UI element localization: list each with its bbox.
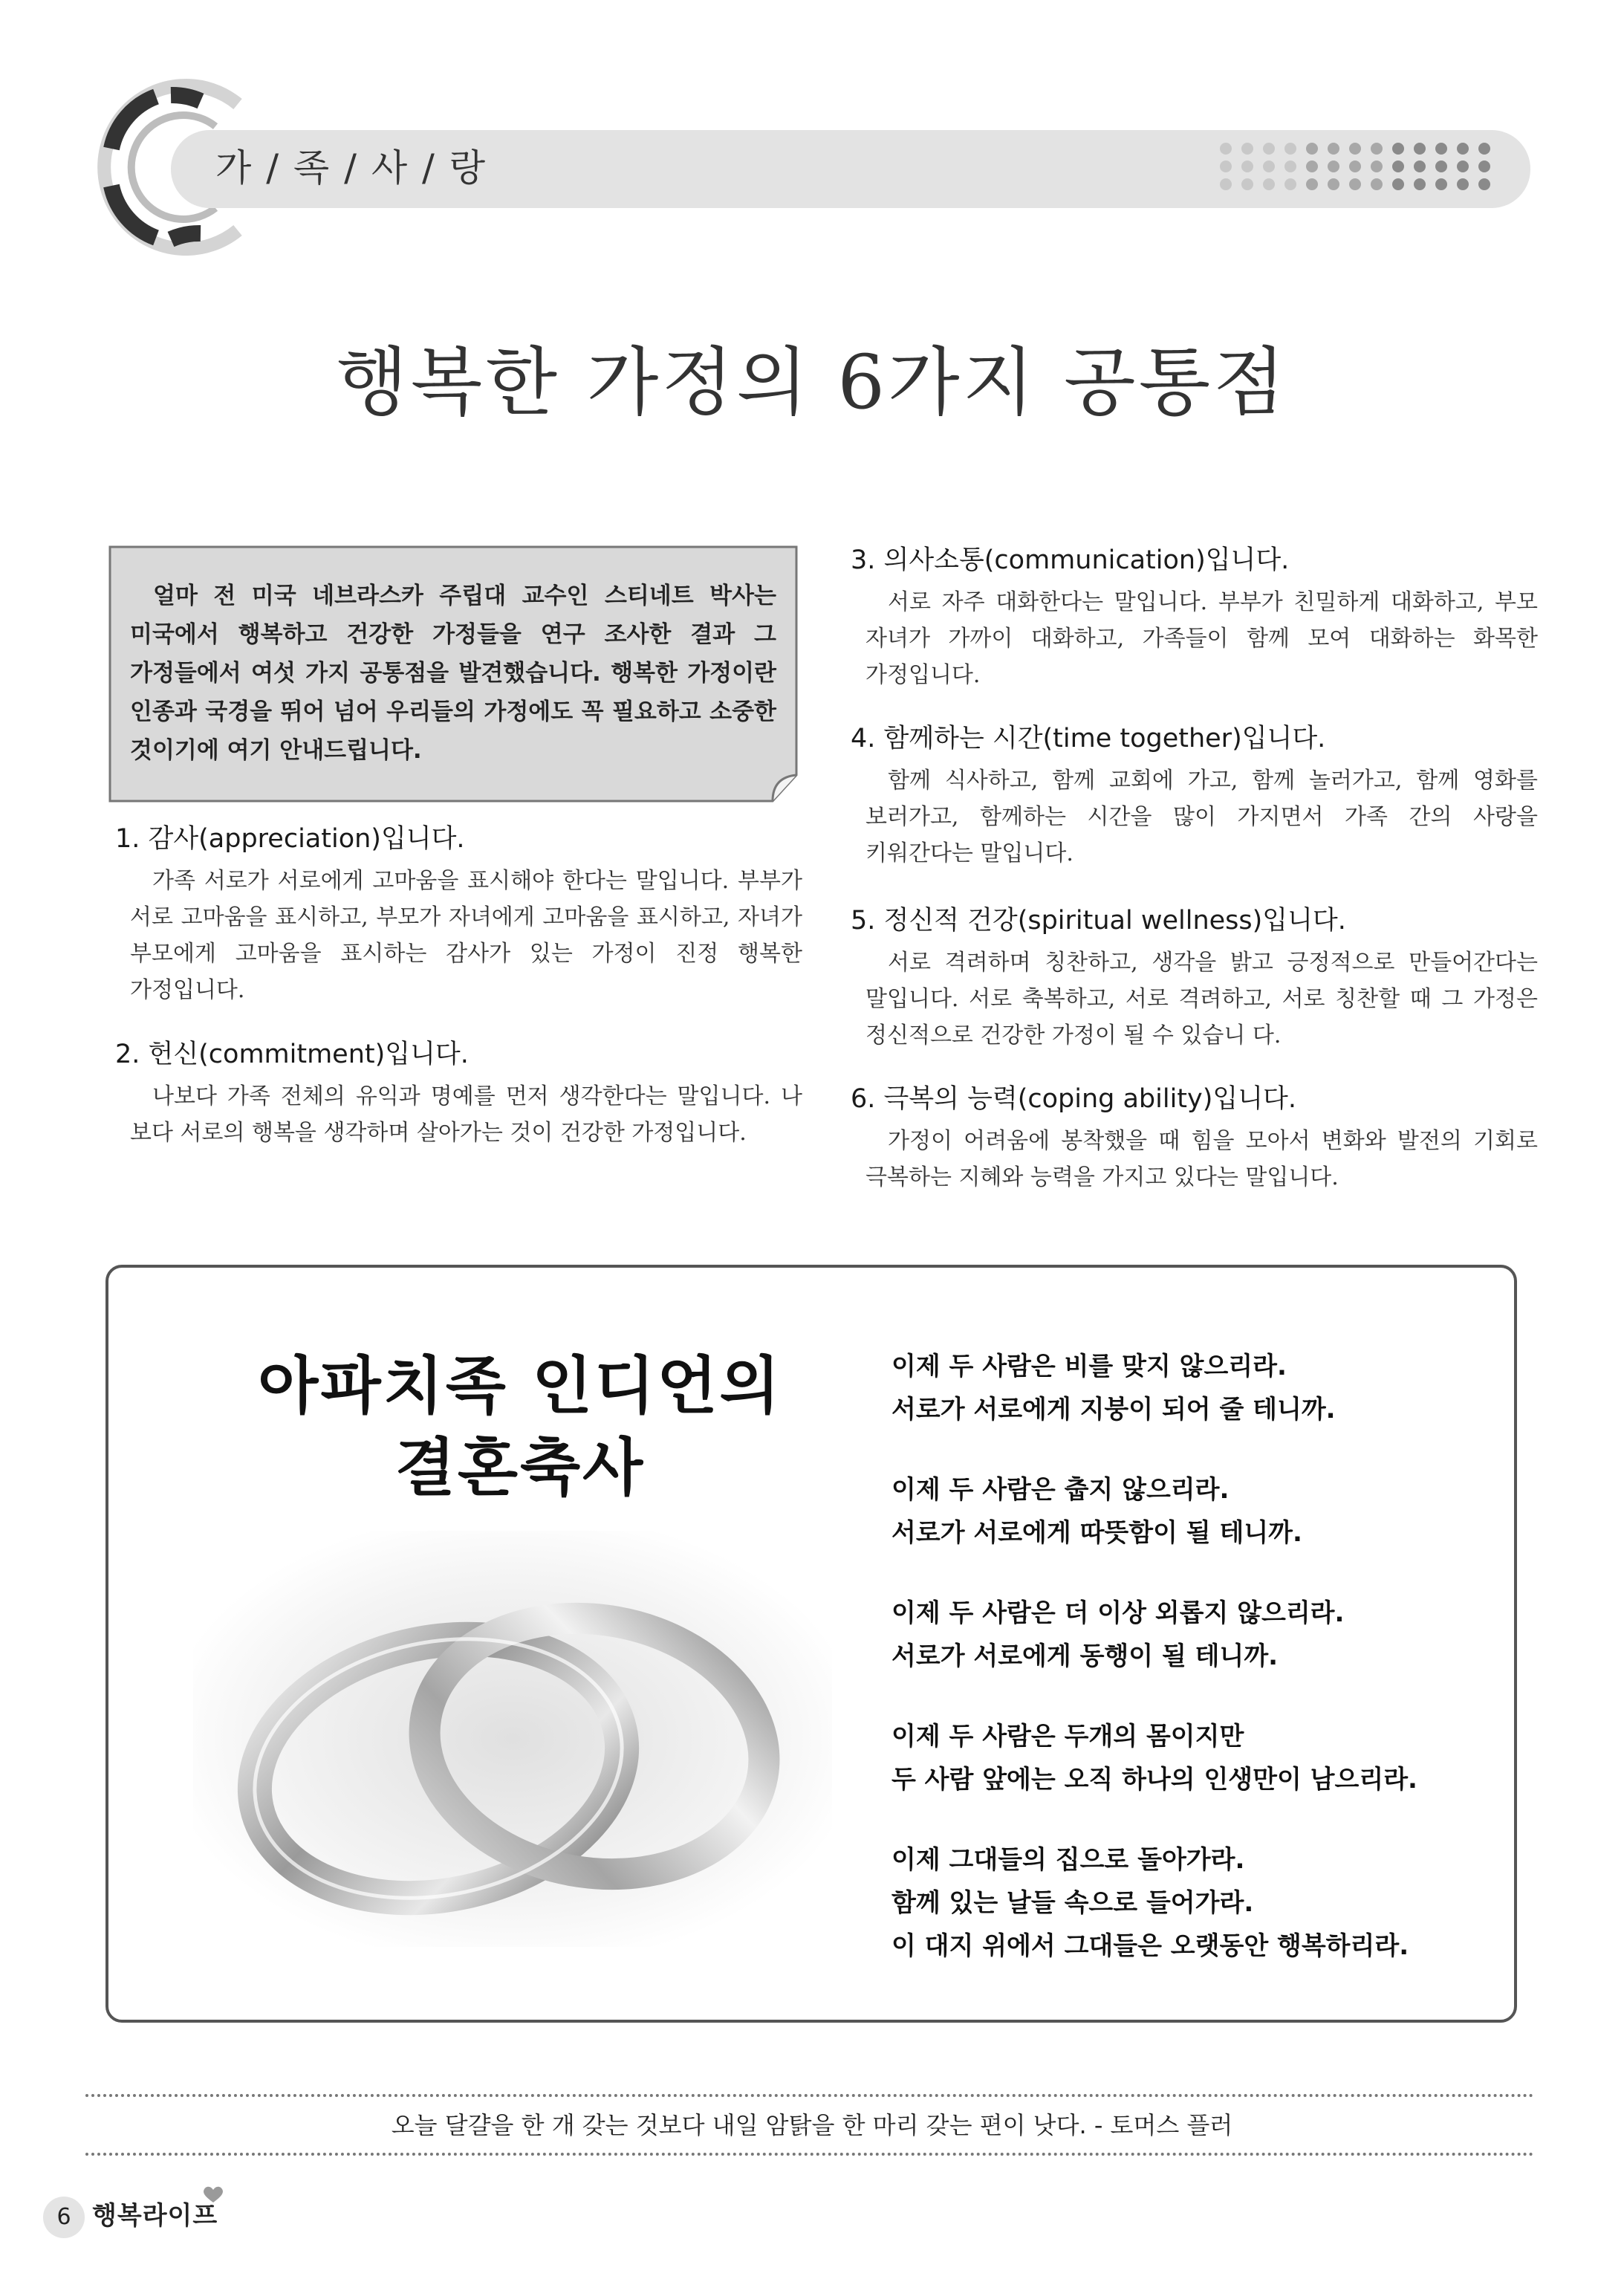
poem-stanza xyxy=(891,1468,1501,1555)
decorative-dot xyxy=(1263,143,1275,155)
poem-line: 이제 그대들의 집으로 돌아가라. xyxy=(891,1845,1245,1875)
decorative-dot xyxy=(1263,178,1275,190)
decorative-dot xyxy=(1457,178,1469,190)
poem-line: 함께 있는 날들 속으로 들어가라. xyxy=(891,1888,1254,1918)
section-body: 서로 격려하며 칭찬하고, 생각을 밝고 긍정적으로 만들어간다는 말입니다. 서로 축복하고, 서로 격려하고, 서로 칭찬할 때 그 가정은 정신적으로 건강한 가정이 될 수 있습니 다. xyxy=(865,950,1538,1048)
page-title: 행복한 가정의 6가지 공통점 xyxy=(336,339,1288,426)
intro-box xyxy=(104,541,802,808)
section-time-together xyxy=(851,721,1538,872)
section-body: 함께 식사하고, 함께 교회에 가고, 함께 놀러가고, 함께 영화를 보러가고, 함께하는 시간을 많이 가지면서 가족 간의 사랑을 키워간다는 말입니다. xyxy=(865,768,1538,866)
poem-line: 서로가 서로에게 지붕이 되어 줄 테니까. xyxy=(891,1395,1336,1424)
decorative-dot xyxy=(1328,178,1339,190)
poem-line: 이제 두 사람은 두개의 몸이지만 xyxy=(891,1722,1244,1751)
decorative-dot xyxy=(1478,161,1490,172)
section-heading: 1. 감사(appreciation)입니다. xyxy=(115,824,465,854)
dot-grid-decoration xyxy=(1218,141,1501,193)
section-heading: 5. 정신적 건강(spiritual wellness)입니다. xyxy=(851,906,1346,936)
decorative-dot xyxy=(1220,161,1232,172)
decorative-dot xyxy=(1328,161,1339,172)
decorative-dot xyxy=(1349,143,1361,155)
decorative-dot xyxy=(1306,143,1318,155)
decorative-dot xyxy=(1284,178,1296,190)
decorative-dot xyxy=(1414,143,1426,155)
decorative-dot xyxy=(1371,143,1383,155)
section-body: 가족 서로가 서로에게 고마움을 표시해야 한다는 말입니다. 부부가 서로 고마움을 표시하고, 부모가 자녀에게 고마움을 표시하고, 자녀가 부모에게 고마움을 표시하는 감사가 있는 가정이 진정 행복한 가정입니다. xyxy=(130,868,802,1003)
decorative-dot xyxy=(1435,178,1447,190)
poem-stanza xyxy=(891,1345,1501,1431)
decorative-dot xyxy=(1241,143,1253,155)
poem-text xyxy=(891,1345,1501,2005)
wedding-rings-image xyxy=(193,1531,832,1947)
poem-stanza xyxy=(891,1592,1501,1678)
decorative-dot xyxy=(1263,161,1275,172)
decorative-dot xyxy=(1241,161,1253,172)
section-label: 가 / 족 / 사 / 랑 xyxy=(215,146,487,189)
decorative-dot xyxy=(1284,143,1296,155)
poem-line: 이제 두 사람은 춥지 않으리라. xyxy=(891,1475,1230,1505)
section-heading: 6. 극복의 능력(coping ability)입니다. xyxy=(851,1084,1296,1114)
decorative-dot xyxy=(1435,143,1447,155)
decorative-dot xyxy=(1349,161,1361,172)
decorative-dot xyxy=(1220,143,1232,155)
decorative-dot xyxy=(1306,178,1318,190)
decorative-dot xyxy=(1478,143,1490,155)
poem-line: 두 사람 앞에는 오직 하나의 인생만이 남으리라. xyxy=(891,1765,1417,1795)
divider-dotted xyxy=(85,2094,1534,2097)
poem-line: 이제 두 사람은 비를 맞지 않으리라. xyxy=(891,1352,1287,1381)
heart-icon xyxy=(202,2185,224,2204)
section-heading: 4. 함께하는 시간(time together)입니다. xyxy=(851,724,1326,753)
section-commitment xyxy=(115,1037,802,1151)
decorative-dot xyxy=(1328,143,1339,155)
decorative-dot xyxy=(1457,161,1469,172)
decorative-dot xyxy=(1414,178,1426,190)
decorative-dot xyxy=(1392,178,1404,190)
decorative-dot xyxy=(1478,178,1490,190)
section-body: 서로 자주 대화한다는 말입니다. 부부가 친밀하게 대화하고, 부모 자녀가 가까이 대화하고, 가족들이 함께 모여 대화하는 화목한 가정입니다. xyxy=(865,589,1538,688)
poem-stanza xyxy=(891,1715,1501,1801)
decorative-dot xyxy=(1371,178,1383,190)
decorative-dot xyxy=(1220,178,1232,190)
quote: 오늘 달걀을 한 개 갖는 것보다 내일 암탉을 한 마리 갖는 편이 낫다. - 토머스 플러 xyxy=(391,2111,1233,2139)
poem-line: 이제 두 사람은 더 이상 외롭지 않으리라. xyxy=(891,1598,1345,1628)
poem-line: 서로가 서로에게 동행이 될 테니까. xyxy=(891,1641,1279,1671)
decorative-dot xyxy=(1435,161,1447,172)
intro-text: 얼마 전 미국 네브라스카 주립대 교수인 스티네트 박사는 미국에서 행복하고 건강한 가정들을 연구 조사한 결과 그 가정들에서 여섯 가지 공통점을 발견했습니다. 행복한 가정이란 인종과 국경을 뛰어 넘어 우리들의 가정에도 꼭 필요하고 소중한 것이기에 여기 안내드립니다. xyxy=(130,583,776,764)
page-number: 6 xyxy=(43,2197,85,2238)
decorative-dot xyxy=(1241,178,1253,190)
magazine-name: 행복라이프 xyxy=(92,2201,218,2231)
decorative-dot xyxy=(1306,161,1318,172)
decorative-dot xyxy=(1414,161,1426,172)
decorative-dot xyxy=(1284,161,1296,172)
section-appreciation xyxy=(115,821,802,1008)
decorative-dot xyxy=(1349,178,1361,190)
poem-line: 서로가 서로에게 따뜻함이 될 테니까. xyxy=(891,1518,1302,1548)
decorative-dot xyxy=(1457,143,1469,155)
poem-title xyxy=(223,1345,817,1508)
section-heading: 2. 헌신(commitment)입니다. xyxy=(115,1040,469,1069)
decorative-dot xyxy=(1392,161,1404,172)
section-communication xyxy=(851,542,1538,693)
section-body: 가정이 어려움에 봉착했을 때 힘을 모아서 변화와 발전의 기회로 극복하는 지혜와 능력을 가지고 있다는 말입니다. xyxy=(865,1128,1538,1190)
poem-title-line: 아파치족 인디언의 xyxy=(258,1349,782,1422)
poem-stanza xyxy=(891,1838,1501,1968)
section-coping-ability xyxy=(851,1081,1538,1196)
section-body: 나보다 가족 전체의 유익과 명예를 먼저 생각한다는 말입니다. 나 보다 서로의 행복을 생각하며 살아가는 것이 건강한 가정입니다. xyxy=(130,1083,802,1146)
section-heading: 3. 의사소통(communication)입니다. xyxy=(851,545,1290,575)
decorative-dot xyxy=(1392,143,1404,155)
poem-line: 이 대지 위에서 그대들은 오랫동안 행복하리라. xyxy=(891,1931,1409,1961)
decorative-dot xyxy=(1371,161,1383,172)
divider-dotted xyxy=(85,2153,1534,2156)
poem-title-line: 결혼축사 xyxy=(394,1431,646,1504)
section-spiritual-wellness xyxy=(851,903,1538,1054)
